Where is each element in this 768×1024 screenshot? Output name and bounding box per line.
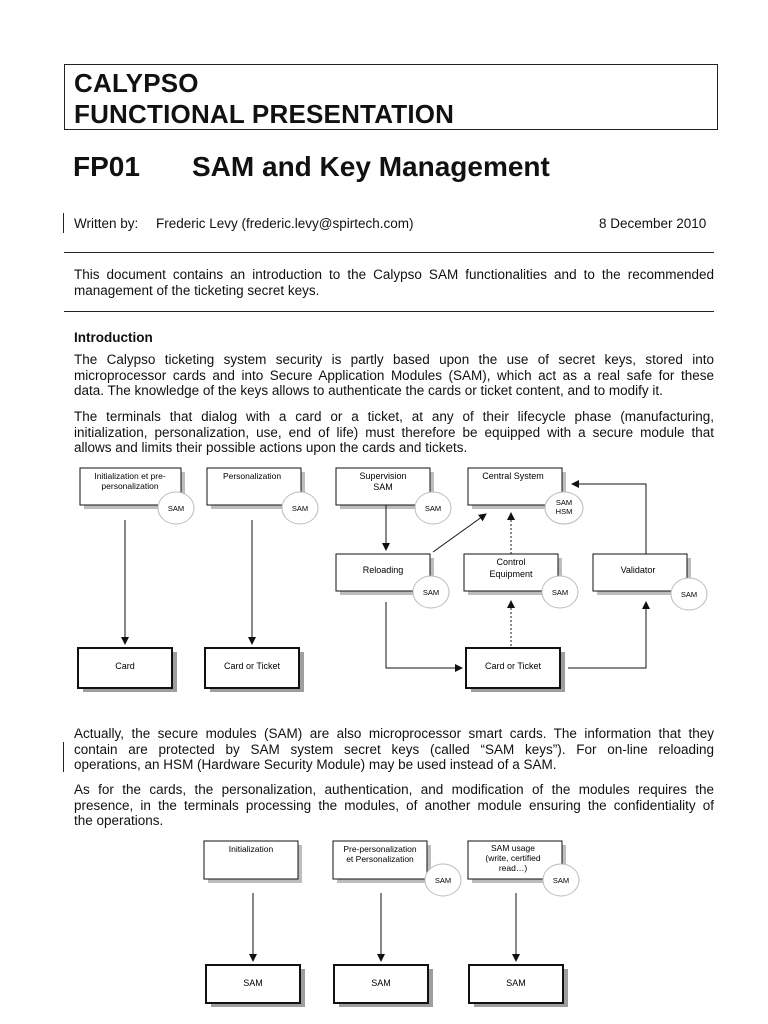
sam-module [671, 578, 707, 610]
box-label: SAM [373, 482, 393, 492]
change-bar [63, 742, 64, 772]
box-label: SAM [243, 978, 263, 988]
paragraph-intro-2 [74, 409, 714, 456]
paragraph-line: operations, an HSM (Hardware Security Module) may be used instead of a SAM. [74, 757, 557, 772]
doc-title: SAM and Key Management [192, 151, 550, 182]
box-label: Card or Ticket [223, 661, 281, 671]
author: Frederic Levy (frederic.levy@spirtech.com) [156, 216, 414, 231]
sam-module [282, 492, 318, 524]
document-title-box [64, 64, 718, 130]
paragraph-intro-4 [74, 782, 714, 829]
box-label: SAM [371, 978, 391, 988]
abstract-line: management of the ticketing secret keys. [74, 282, 320, 298]
written-by-label: Written by: [74, 216, 139, 231]
arrow [386, 602, 462, 668]
sam-module [158, 492, 194, 524]
box-initialization [204, 841, 302, 883]
box-label: SAM usage [491, 843, 535, 853]
box-label: et Personalization [346, 854, 414, 864]
paragraph-line: As for the cards, the personalization, authentication, and modification of the modules requires the [74, 782, 714, 797]
box-label: Card or Ticket [484, 661, 542, 671]
section-title-introduction: Introduction [74, 330, 153, 345]
box-card [78, 648, 177, 692]
box-label: Initialization et pre- [94, 471, 166, 481]
divider-bottom [64, 311, 714, 312]
arrow [568, 602, 646, 668]
change-bar [63, 213, 64, 233]
box-label: Pre-personalization [343, 844, 417, 854]
sam-label: SAM [424, 504, 442, 513]
abstract-line: This document contains an introduction to the Calypso SAM functionalities and to the recommended [74, 267, 714, 282]
box-sam-3 [469, 965, 568, 1007]
hsm-label: HSM [555, 507, 573, 516]
document-date: 8 December 2010 [599, 216, 707, 231]
paragraph-line: contain are protected by SAM system secret keys (called “SAM keys”). For on-line reloading [74, 741, 714, 757]
box-label: (write, certified [485, 853, 541, 863]
sam-label: SAM [422, 588, 440, 597]
title-line-2: FUNCTIONAL PRESENTATION [74, 99, 455, 129]
paragraph-intro-1 [74, 352, 714, 399]
sam-label: SAM [167, 504, 185, 513]
sam-module [415, 492, 451, 524]
sam-label: SAM [551, 588, 569, 597]
box-sam-1 [206, 965, 305, 1007]
box-label: Equipment [489, 569, 533, 579]
paragraph-line: data. The knowledge of the keys allows to authenticate the cards or ticket content, and to modify it. [74, 383, 663, 398]
paragraph-line: the operations. [74, 813, 164, 828]
paragraph-line: microprocessor cards and into Secure Application Modules (SAM), which act as a real safe for these [74, 367, 714, 383]
sam-label: SAM [291, 504, 309, 513]
sam-hsm-module [545, 492, 583, 524]
sam-label: SAM [555, 498, 573, 507]
box-prepersonalization [333, 841, 431, 883]
paragraph-line: The Calypso ticketing system security is partly based upon the use of secret keys, stored into [74, 352, 714, 367]
arrow [572, 484, 646, 554]
box-label: Reloading [362, 565, 404, 575]
paragraph-line: allows and limits their possible actions upon the cards and tickets. [74, 440, 468, 455]
doc-code: FP01 [73, 151, 140, 182]
sam-module [542, 576, 578, 608]
paragraph-intro-3 [74, 726, 714, 773]
divider-top [64, 252, 714, 253]
paragraph-line: initialization, personalization, use, end of life) must therefore be equipped with a secure module that [74, 424, 714, 440]
diagram-sam-lifecycle [0, 832, 768, 1024]
box-label: SAM [506, 978, 526, 988]
paragraph-line: Actually, the secure modules (SAM) are also microprocessor smart cards. The information that they [74, 726, 714, 741]
sam-module [413, 576, 449, 608]
sam-label: SAM [434, 876, 452, 885]
box-label: Central System [482, 471, 544, 481]
paragraph-line: The terminals that dialog with a card or a ticket, at any of their lifecycle phase (manufacturing, [74, 409, 714, 424]
box-label: Personalization [222, 471, 282, 481]
box-label: Supervision [359, 471, 407, 481]
paragraph-line: presence, in the terminals processing the modules, of another module ensuring the confidentiality of [74, 797, 714, 813]
box-sam-2 [334, 965, 433, 1007]
sam-module [543, 864, 579, 896]
sam-label: SAM [680, 590, 698, 599]
box-label: Card [115, 661, 135, 671]
title-line-1: CALYPSO [74, 68, 199, 98]
box-label: Validator [620, 565, 656, 575]
sam-label: SAM [552, 876, 570, 885]
box-label: read…) [498, 863, 528, 873]
sam-module [425, 864, 461, 896]
box-label: Control [496, 557, 526, 567]
box-label: personalization [101, 481, 159, 491]
box-label: Initialization [228, 844, 274, 854]
abstract [74, 267, 714, 298]
box-card-or-ticket-right [466, 648, 565, 692]
diagram-terminal-lifecycle [0, 460, 768, 710]
box-card-or-ticket-left [205, 648, 304, 692]
